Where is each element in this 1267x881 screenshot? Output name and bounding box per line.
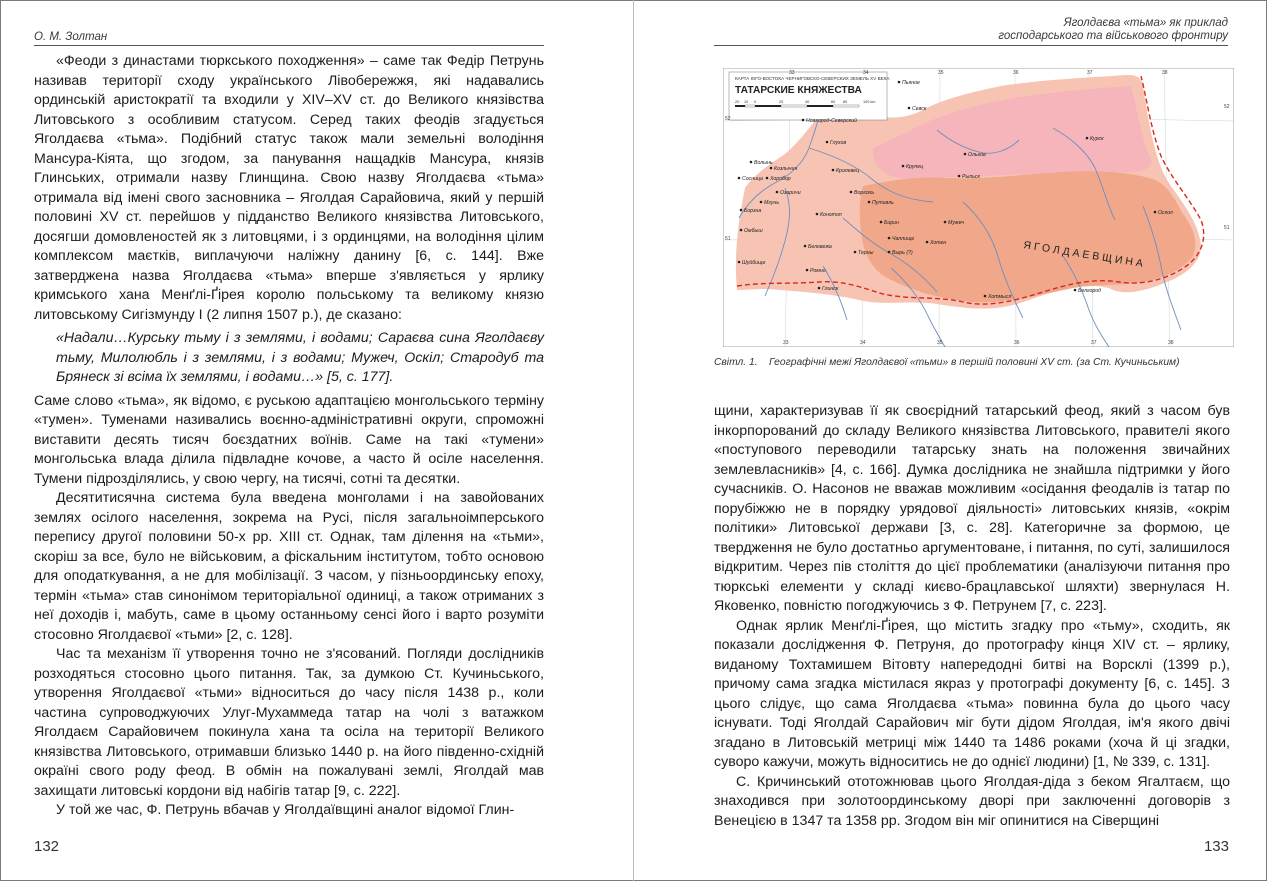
- header-rule: [714, 45, 1228, 46]
- town-label: Беловежа: [808, 244, 832, 250]
- town-label: Волынь: [754, 160, 773, 166]
- town-label: Мгунь: [764, 200, 780, 206]
- town-dot: [888, 237, 891, 240]
- grid-bottom: 33: [783, 340, 789, 346]
- town-dot: [802, 119, 805, 122]
- town-label: Рыльск: [962, 174, 980, 180]
- town-marker: [738, 176, 763, 182]
- right-page: [634, 0, 1267, 881]
- town-dot: [850, 191, 853, 194]
- grid-right: 52: [1224, 104, 1230, 110]
- town-dot: [902, 165, 905, 168]
- town-dot: [868, 201, 871, 204]
- paragraph: Десятитисячна система була введена монголами і на завойованих землях осілого населення, зокрема на Русі, після загальноімперського перепису другої половини 50-х рр. XIII ст. Однак, там ділення на «тьми», скоріш за все, було не військовим, а фіскальним інститутом, тобто основою для оподаткування, а не для мобілізації. З часом, у пізньоординську епоху, термін «тьма» став синонімом територіальної одиниці, а також отриманих з неї доходів і, мабуть, саме в цьому останньому сенсі його і варто розуміти стосовно Яголдаєвої «тьми» [2, с. 128].: [34, 490, 544, 643]
- town-label: Севск: [912, 106, 927, 112]
- grid-bottom: 38: [1168, 340, 1174, 346]
- town-dot: [926, 241, 929, 244]
- town-label: Мужеч: [948, 220, 964, 226]
- figure-caption: [714, 356, 1230, 369]
- town-label: Глинск: [822, 286, 839, 292]
- grid-top: 36: [1013, 70, 1019, 76]
- town-label: Пьяное: [902, 80, 920, 86]
- town-label: Сосница: [742, 176, 763, 182]
- town-dot: [984, 295, 987, 298]
- town-dot: [740, 209, 743, 212]
- town-marker: [888, 250, 913, 256]
- town-marker: [898, 80, 920, 86]
- town-label: Чаплище: [892, 236, 915, 242]
- town-dot: [854, 251, 857, 254]
- town-dot: [908, 107, 911, 110]
- grid-left: 51: [725, 236, 731, 242]
- town-label: Крупец: [906, 164, 924, 170]
- running-header-title: [998, 17, 1228, 43]
- town-marker: [964, 152, 986, 158]
- scale-label: 80: [843, 100, 848, 104]
- town-dot: [766, 177, 769, 180]
- town-dot: [738, 261, 741, 264]
- town-label: Озаричи: [780, 190, 801, 196]
- town-marker: [766, 176, 791, 182]
- scale-label: 60: [831, 100, 836, 104]
- town-label: Путивль: [872, 200, 894, 206]
- town-dot: [826, 141, 829, 144]
- grid-top: 38: [1162, 70, 1168, 76]
- grid-top: 35: [938, 70, 944, 76]
- town-dot: [964, 153, 967, 156]
- grid-bottom: 37: [1091, 340, 1097, 346]
- town-label: Хотмысл: [988, 294, 1012, 300]
- town-label: Ворголь: [854, 190, 875, 196]
- grid-bottom: 35: [937, 340, 943, 346]
- town-label: Борзна: [744, 208, 762, 214]
- paragraph: «Феоди з династами тюркського походження» – саме так Федір Петрунь називав території сходу українського Лівобережжя, які надавались ординській аристократії та входили у XIV–XV ст. до Великого князівства Литовського з особливим статусом. Серед таких феодів згадується Яголдаєва «тьма». Подібний статус також мали земельні володіння Мансура-Кіята, що згодом, за панування нащадків Мансура, князів Глинських, отримали назву Глинщина. Свою назву Яголдаєва «тьма» отримала від імені свого засновника – Яголдая Сарайовича, який у першій половині XV ст. перейшов у підданство Великого князівства Литовського, досягши домовленостей як з литовцями, і з ординцями, на володіння цілим комплексом маєтків, виплачуючи наліжну данину [6, с. 144]. Вже затверджена назва Яголдаєва «тьма» вперше з'являється у ярлику кримського хана Менґлі-Ґірея королю польському та великому князю литовському Сигізмунду І (2 липня 1507 р.), де сказано:: [34, 53, 544, 323]
- town-label: Омбыш: [744, 228, 763, 234]
- map-figure: [723, 68, 1234, 347]
- grid-top: 34: [863, 70, 869, 76]
- grid-left: 52: [725, 116, 731, 122]
- grid-bottom: 34: [860, 340, 866, 346]
- scale-label: 100 km: [863, 100, 876, 104]
- town-dot: [750, 161, 753, 164]
- town-label: Ольгов: [968, 152, 986, 158]
- town-dot: [770, 167, 773, 170]
- town-label: Козлычич: [774, 166, 798, 172]
- grid-top: 33: [789, 70, 795, 76]
- town-marker: [802, 117, 857, 124]
- town-dot: [888, 251, 891, 254]
- grid-top: 37: [1087, 70, 1093, 76]
- town-marker: [776, 190, 801, 196]
- grid-bottom: 36: [1014, 340, 1020, 346]
- grid-right: 51: [1224, 225, 1230, 231]
- town-marker: [740, 228, 764, 234]
- town-label: Белгород: [1078, 288, 1102, 294]
- town-label: Новгород-Северский: [806, 118, 857, 124]
- quote-block: «Надали…Курську тьму і з землями, і водами; Сараєва сина Яголдаєву тьму, Милолюбль і з землями, і з водами; Мужеч, Оскіл; Стародуб та Брянеск зі всіма їх землями, і водами…» [5, с. 177].: [56, 330, 544, 385]
- town-marker: [1074, 288, 1101, 294]
- town-dot: [958, 175, 961, 178]
- town-label: Бирин: [884, 220, 899, 226]
- scale-label: 0: [754, 100, 757, 104]
- town-dot: [818, 287, 821, 290]
- town-label: Конотоп: [820, 212, 842, 218]
- page-number: 132: [34, 838, 60, 855]
- town-dot: [832, 169, 835, 172]
- town-marker: [832, 168, 859, 174]
- town-marker: [804, 244, 832, 250]
- map-header-small: КАРТА ЮГО-ВОСТОКА ЧЕРНИГОВСКО-СЕВЕРСКИХ ЗЕМЕЛЬ XV ВЕКА: [735, 76, 890, 81]
- town-marker: [868, 200, 894, 206]
- town-dot: [804, 245, 807, 248]
- town-dot: [776, 191, 779, 194]
- town-marker: [770, 166, 798, 172]
- paragraph: Однак ярлик Менґлі-Ґірея, що містить згадку про «тьму», сходить, як показали дослідження Ф. Петруня, до протографу кінця XIV ст. – ярлику, виданому Тохтамишем Вітовту напередодні битві на Ворсклі (1399 р.), причому сама згадка містилася якраз у протографі документу [6, с. 145]. З цього слідує, що сама Яголдаєва «тьма» повинна була до цього часу існувати. Тоді Яголдай Сарайович міг бути дідом Яголдая, ім'я якого двічі згадано в Литовській метриці між 1440 та 1486 роками (хоча й ці згадки, суворо кажучи, можуть відноситись не до однієї людини) [1, № 339, с. 131].: [714, 617, 1230, 770]
- town-dot: [740, 229, 743, 232]
- town-label: Кролевец: [836, 168, 859, 174]
- town-marker: [888, 236, 915, 242]
- caption-label: Світл. 1.: [714, 357, 758, 368]
- town-dot: [760, 201, 763, 204]
- caption-text: Географічні межі Яголдаєвої «тьми» в першій половині XV ст. (за Ст. Кучиньським): [769, 357, 1180, 368]
- right-body: [714, 402, 1230, 831]
- town-marker: [738, 259, 766, 266]
- scale-label: 20: [779, 100, 784, 104]
- town-marker: [984, 294, 1012, 300]
- paragraph: Час та механізм її утворення точно не з'ясований. Погляди дослідників розходяться стосовно цього питання. Так, за думкою Ст. Кучиньського, утворення Яголдаєвої «тьми» відноситься до часу після 1438 р., коли частина супроводжуючих Улуг-Мухаммеда татар на чолі з ватажком Яголдаєм Сарайовичем покинула хана та осіла на території Великого князівства Литовського, отримавши близько 1440 р. на його південно-східній окраїні свого роду феод. В обмін на пожалувані землі, Яголдай мав захищати литовські кордони від набігів татар [9, с. 222].: [34, 646, 544, 799]
- header-line-2: господарського та військового фронтиру: [998, 30, 1228, 42]
- left-body: [34, 52, 544, 821]
- town-dot: [1074, 289, 1077, 292]
- town-dot: [1086, 137, 1089, 140]
- town-marker: [750, 160, 773, 166]
- paragraph: щини, характеризував її як своєрідний татарський феод, який з часом був інкорпорований до складу Великого князівства Литовського, правителі якого «поступового переводили татарську знать на положення звичайних землевласників» [4, с. 166]. Думка дослідника не знайшла підтримки у його сучасників. О. Насонов не вважав можливим «осідання феодалів із татар по порубіжжю не в порядку урядової діяльності» литовських князів, «окрім політики» Литовської держави [3, с. 28]. Категоричне за формою, це твердження не було достатньо аргументоване, і питання, по суті, залишилося відкритим. Через пів століття до цієї проблематики (аналізуючи питання про тюркські елементи у складі києво-брацлавської шляхти) звернулася Н. Яковенко, повністю погоджуючись з Ф. Петрунем [7, с. 223].: [714, 403, 1230, 614]
- town-label: Шуйбище: [742, 260, 766, 266]
- town-label: Оскол: [1158, 210, 1173, 216]
- left-page: [0, 0, 633, 881]
- header-line-1: Яголдаєва «тьма» як приклад: [1063, 17, 1228, 29]
- scale-label: 10: [744, 100, 749, 104]
- map-title: ТАТАРСКИЕ КНЯЖЕСТВА: [735, 85, 862, 96]
- header-rule: [34, 45, 544, 46]
- town-label: Хоробор: [770, 176, 791, 182]
- town-marker: [850, 190, 875, 196]
- town-label: Вырь (?): [892, 250, 913, 256]
- scale-label: 20: [735, 100, 740, 104]
- region-label: ЯГОЛДАЕВЩИНА: [1022, 239, 1147, 271]
- town-marker: [958, 174, 981, 180]
- town-label: Курск: [1090, 136, 1104, 142]
- town-dot: [738, 177, 741, 180]
- town-label: Хотен: [930, 240, 947, 246]
- running-header-author: О. М. Золтан: [34, 31, 108, 43]
- town-marker: [816, 212, 842, 218]
- paragraph: У той же час, Ф. Петрунь вбачав у Яголдаївщині аналог відомої Глин-: [56, 802, 515, 818]
- town-dot: [816, 213, 819, 216]
- town-label: Терны: [858, 250, 874, 256]
- page-number: 133: [1203, 838, 1229, 855]
- town-dot: [1154, 211, 1157, 214]
- town-dot: [898, 81, 901, 84]
- town-dot: [944, 221, 947, 224]
- scale-label: 40: [805, 100, 810, 104]
- town-label: Ромно: [810, 268, 826, 274]
- paragraph: С. Кричинський ототожнював цього Яголдая-діда з беком Ягалтаєм, що знаходився при золотоординському дворі при заключенні договорів з Венецією в 1347 та 1358 рр. Згодом він міг опинитися на Сіверщині: [714, 773, 1230, 829]
- town-dot: [806, 269, 809, 272]
- town-dot: [880, 221, 883, 224]
- paragraph: Саме слово «тьма», як відомо, є руською адаптацією монгольського терміну «тумен». Туменами називались воєнно-адміністративні округи, спроможні виставити десять тисяч боєздатних воїнів. Саме на такі «тумени» монгольська влада ділила підвладне кочове, а часто й осіле населення. Тумени підрозділялись, у свою чергу, на тисячі, сотні та десятки.: [34, 392, 544, 487]
- town-label: Глухов: [830, 140, 847, 146]
